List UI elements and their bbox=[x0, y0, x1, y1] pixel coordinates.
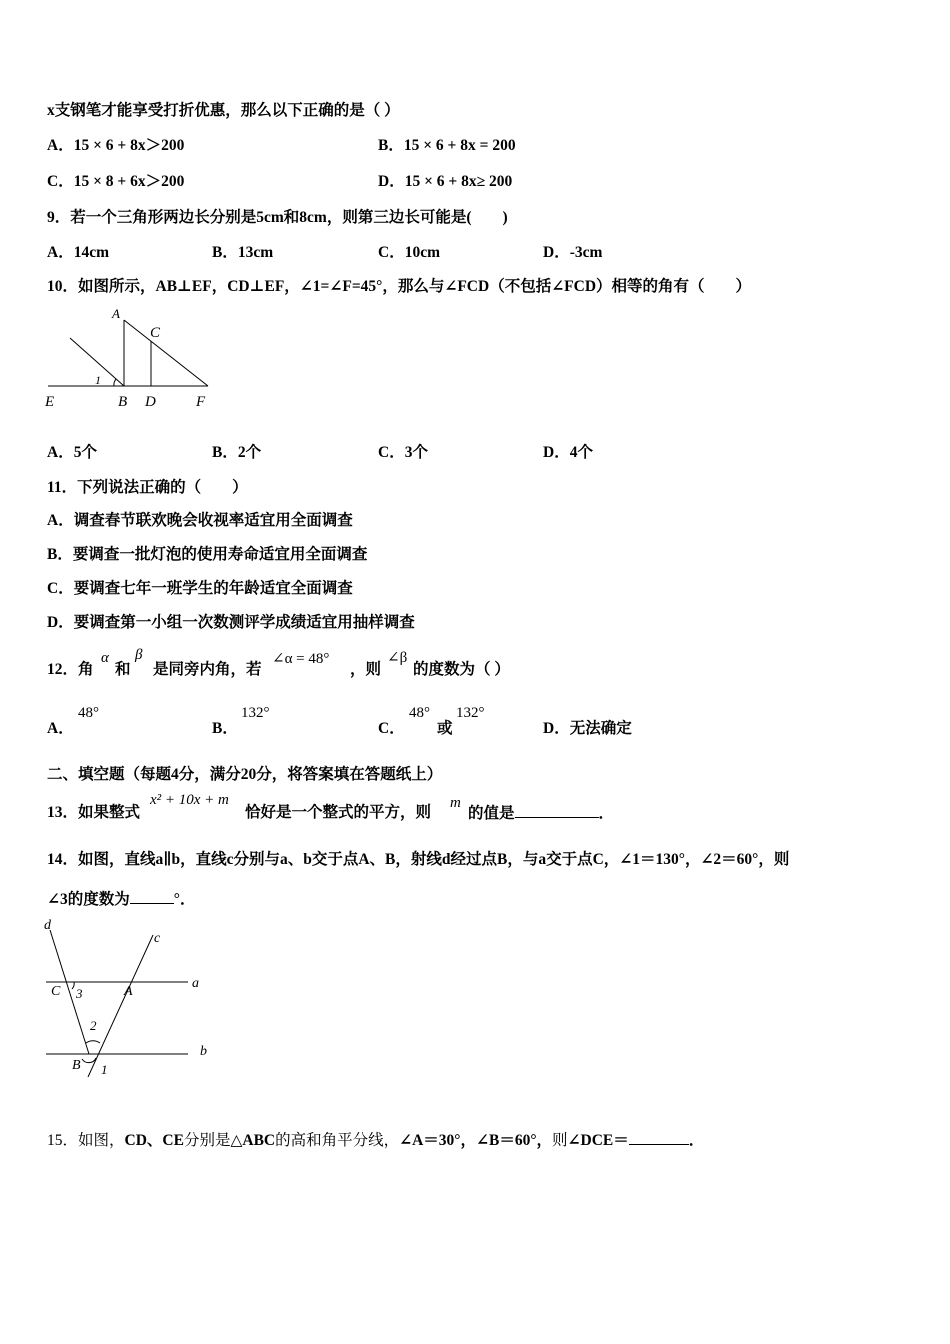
q15-stem: 15．如图，CD、CE分别是△ABC的高和角平分线，∠A＝30°，∠B＝60°，则∠DCE＝ ． bbox=[47, 1132, 705, 1149]
q12-alpha: α bbox=[101, 650, 109, 666]
section2-heading: 二、填空题（每题4分，满分20分，将答案填在答题纸上） bbox=[47, 766, 443, 783]
q12-condition: ∠α = 48° bbox=[272, 651, 330, 667]
q10-figure bbox=[40, 302, 220, 414]
label-e: E bbox=[45, 394, 55, 410]
q14-figure bbox=[38, 915, 218, 1085]
q14-line1: 14．如图，直线a∥b，直线c分别与a、b交于点A、B，射线d经过点B，与a交于点C，∠1＝130°，∠2＝60°，则 bbox=[47, 851, 790, 868]
label-d: d bbox=[44, 918, 51, 933]
line-c bbox=[88, 935, 153, 1077]
label-1: 1 bbox=[95, 373, 101, 387]
label-b: b bbox=[200, 1044, 207, 1059]
q12-stem-prefix: 12．角 bbox=[47, 661, 94, 678]
label-a: A bbox=[112, 306, 120, 321]
label-d: D bbox=[145, 394, 156, 410]
q12-angle-beta: ∠β bbox=[387, 650, 408, 666]
q12-option-c-or: 或 bbox=[437, 720, 453, 737]
q10-option-a: A．5个 bbox=[47, 444, 97, 461]
angle-2-arc bbox=[86, 1041, 100, 1043]
q10-option-d: D．4个 bbox=[543, 444, 593, 461]
q12-then: ，则 bbox=[350, 661, 382, 678]
q11-option-c: C．要调查七年一班学生的年龄适宜全面调查 bbox=[47, 580, 353, 597]
q12-beta: β bbox=[135, 647, 143, 663]
q9-option-c: C．10cm bbox=[378, 244, 440, 261]
q11-option-a: A．调查春节联欢晚会收视率适宜用全面调查 bbox=[47, 512, 353, 529]
q13-prefix: 13．如果整式 bbox=[47, 804, 141, 821]
line-af bbox=[124, 320, 208, 386]
q12-option-a-label: A． bbox=[47, 720, 74, 737]
label-c: C bbox=[150, 325, 161, 341]
q14-line2: ∠3的度数为 °． bbox=[47, 891, 196, 908]
q8-stem: x支钢笔才能享受打折优惠，那么以下正确的是（ ） bbox=[47, 102, 400, 119]
q12-option-c-label: C． bbox=[378, 720, 405, 737]
label-3: 3 bbox=[76, 986, 83, 1001]
label-point-c: C bbox=[51, 984, 61, 999]
q13-mid: 恰好是一个整式的平方，则 bbox=[245, 804, 432, 821]
q12-suffix: 的度数为（ ） bbox=[413, 661, 510, 678]
q12-option-b-label: B． bbox=[212, 720, 238, 737]
q8-option-c: C．15 × 8 + 6x＞200 bbox=[47, 173, 185, 190]
q8-option-b: B．15 × 6 + 8x = 200 bbox=[378, 137, 516, 154]
q11-stem: 11．下列说法正确的（ ） bbox=[47, 479, 248, 496]
q8-option-d: D．15 × 6 + 8x≥ 200 bbox=[378, 173, 513, 190]
angle-1-arc bbox=[82, 1058, 96, 1063]
q13-answer-blank[interactable] bbox=[515, 803, 599, 818]
q12-option-a-value: 48° bbox=[78, 705, 99, 721]
q10-stem: 10．如图所示，AB⊥EF，CD⊥EF，∠1=∠F=45°，那么与∠FCD（不包括∠FCD）相等的角有（ ） bbox=[47, 278, 752, 295]
q9-stem: 9．若一个三角形两边长分别是5cm和8cm，则第三边长可能是( ) bbox=[47, 209, 508, 226]
q13-suffix: 的值是 ． bbox=[468, 805, 615, 822]
label-b: B bbox=[118, 394, 128, 410]
label-point-b: B bbox=[72, 1058, 81, 1073]
label-point-a: A bbox=[124, 984, 133, 999]
q12-option-d: D．无法确定 bbox=[543, 720, 632, 737]
q12-option-c-value2: 132° bbox=[456, 705, 485, 721]
q12-option-c-value1: 48° bbox=[409, 705, 430, 721]
label-2: 2 bbox=[90, 1018, 97, 1033]
label-f: F bbox=[196, 394, 206, 410]
angle-1-arc bbox=[114, 379, 116, 386]
q9-option-d: D．-3cm bbox=[543, 244, 603, 261]
label-a: a bbox=[192, 976, 199, 991]
q11-option-d: D．要调查第一小组一次数测评学成绩适宜用抽样调查 bbox=[47, 614, 415, 631]
q11-option-b: B．要调查一批灯泡的使用寿命适宜用全面调查 bbox=[47, 546, 368, 563]
q9-option-a: A．14cm bbox=[47, 244, 109, 261]
q10-option-c: C．3个 bbox=[378, 444, 428, 461]
q15-answer-blank[interactable] bbox=[629, 1130, 689, 1145]
q12-mid: 是同旁内角，若 bbox=[153, 661, 262, 678]
label-1: 1 bbox=[101, 1062, 108, 1077]
q8-option-a: A．15 × 6 + 8x＞200 bbox=[47, 137, 185, 154]
q13-expr: x² + 10x + m bbox=[150, 792, 229, 808]
q13-var: m bbox=[450, 795, 461, 811]
q14-answer-blank[interactable] bbox=[130, 889, 174, 904]
q10-option-b: B．2个 bbox=[212, 444, 262, 461]
q12-option-b-value: 132° bbox=[241, 705, 270, 721]
label-c: c bbox=[154, 931, 161, 946]
q9-option-b: B．13cm bbox=[212, 244, 274, 261]
q12-and: 和 bbox=[115, 661, 131, 678]
angle-3-arc bbox=[72, 982, 74, 989]
